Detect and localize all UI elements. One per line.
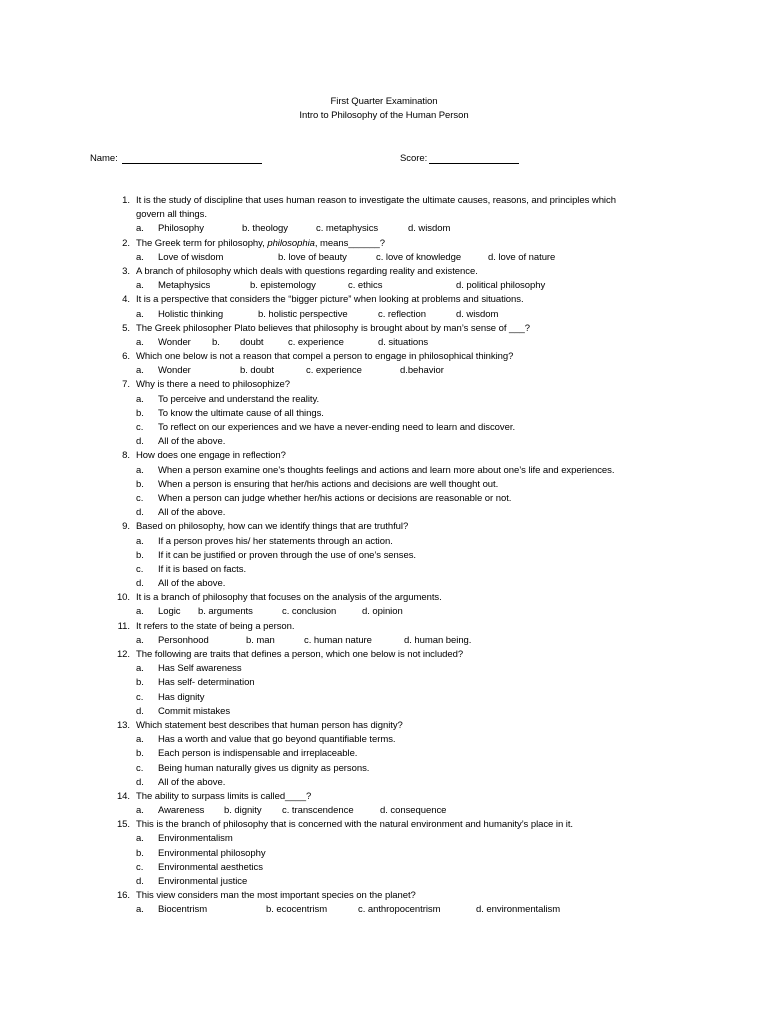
choice-letter: a.: [136, 336, 144, 348]
exam-subtitle: Intro to Philosophy of the Human Person: [299, 110, 469, 121]
question-text: The ability to surpass limits is called____?: [136, 790, 312, 802]
choice-text: If a person proves his/ her statements through an action.: [158, 535, 393, 547]
choice-letter: a.: [136, 663, 144, 675]
question-row: [0, 237, 768, 251]
choices-row: [0, 222, 768, 236]
choice-row: [0, 464, 768, 478]
choice-option: doubt: [240, 336, 264, 348]
choice-option: Wonder: [158, 365, 191, 377]
question-number: 13.: [116, 719, 130, 731]
question-row: [0, 818, 768, 832]
choice-row: [0, 407, 768, 421]
choice-letter: c.: [136, 861, 144, 873]
choice-text: If it can be justified or proven through the use of one’s senses.: [158, 549, 416, 561]
choice-letter: b.: [136, 549, 144, 561]
choice-option: d. consequence: [380, 805, 447, 817]
choice-letter: d.: [136, 776, 144, 788]
choice-option: Love of wisdom: [158, 251, 224, 263]
question-row: [0, 322, 768, 336]
choice-letter: a.: [136, 393, 144, 405]
choice-text: Environmental justice: [158, 876, 248, 887]
choice-letter: a.: [136, 805, 144, 817]
score-field-line: [429, 163, 519, 164]
question-number: 2.: [122, 237, 130, 249]
question-number: 16.: [116, 890, 130, 902]
question-row: [0, 648, 768, 662]
choice-letter: d.: [136, 578, 144, 590]
choice-option: Wonder: [158, 336, 191, 348]
question-text: Which statement best describes that human person has dignity?: [136, 719, 403, 731]
choice-option: b. dignity: [224, 805, 262, 817]
choice-option: Personhood: [158, 634, 209, 646]
choice-text: If it is based on facts.: [158, 563, 247, 575]
choice-option: b. man: [246, 634, 275, 646]
choice-text: When a person is ensuring that her/his actions and decisions are well thought out.: [158, 478, 499, 490]
question-text: Why is there a need to philosophize?: [136, 379, 290, 391]
choice-option: c. conclusion: [282, 606, 337, 618]
choice-letter: a.: [136, 308, 144, 320]
choice-letter: c.: [136, 422, 144, 433]
question-number: 3.: [122, 265, 130, 277]
choice-option: b. theology: [242, 223, 288, 235]
choice-option: b. doubt: [240, 365, 274, 377]
choice-option: Holistic thinking: [158, 308, 224, 320]
choice-text: Has dignity: [158, 691, 205, 703]
choice-text: Environmental philosophy: [158, 847, 266, 859]
choice-letter: a.: [136, 634, 144, 646]
question-text: It is a branch of philosophy that focuses on the analysis of the arguments.: [136, 592, 442, 604]
choice-row: [0, 861, 768, 875]
choice-option: c. experience: [288, 336, 344, 348]
choice-text: When a person can judge whether her/his actions or decisions are reasonable or not.: [158, 492, 512, 504]
choice-text: Has a worth and value that go beyond quantifiable terms.: [158, 734, 396, 746]
choice-row: [0, 762, 768, 776]
choice-text: Has self- determination: [158, 677, 255, 689]
question-text: How does one engage in reflection?: [136, 450, 286, 462]
question-number: 5.: [122, 322, 130, 334]
question-text: It refers to the state of being a person.: [136, 620, 295, 632]
choice-letter: b.: [136, 677, 144, 689]
choice-option: Metaphysics: [158, 280, 211, 292]
choice-option: b.: [212, 336, 220, 348]
choice-letter: c.: [136, 492, 144, 504]
choice-option: d. wisdom: [456, 308, 499, 320]
choice-letter: a.: [136, 464, 144, 476]
choice-row: [0, 875, 768, 889]
choice-text: All of the above.: [158, 436, 226, 448]
choice-letter: b.: [136, 407, 144, 419]
choice-text: Environmental aesthetics: [158, 861, 263, 873]
choice-option: c. experience: [306, 365, 362, 377]
choice-option: c. anthropocentrism: [358, 904, 441, 916]
question-text: govern all things.: [136, 209, 207, 221]
question-number: 14.: [116, 790, 130, 802]
question-text: The Greek term for philosophy, philosophia, means______?: [136, 237, 385, 249]
choice-option: b. epistemology: [250, 280, 316, 292]
question-row: [0, 265, 768, 279]
choice-option: Awareness: [158, 805, 205, 817]
question-list: [0, 194, 768, 918]
question-row: [0, 293, 768, 307]
choice-option: d. human being.: [404, 634, 472, 646]
choice-option: c. transcendence: [282, 805, 354, 817]
choice-row: [0, 691, 768, 705]
choice-letter: a.: [136, 833, 144, 845]
choice-row: [0, 492, 768, 506]
question-number: 7.: [122, 379, 130, 391]
question-number: 6.: [122, 351, 130, 363]
choice-letter: d.: [136, 507, 144, 519]
choice-row: [0, 705, 768, 719]
choice-row: [0, 435, 768, 449]
choice-text: All of the above.: [158, 776, 226, 788]
choice-letter: a.: [136, 904, 144, 916]
choice-option: c. ethics: [348, 280, 383, 292]
question-number: 10.: [116, 592, 130, 604]
choice-row: [0, 676, 768, 690]
choice-option: d. opinion: [362, 606, 403, 618]
question-text: Based on philosophy, how can we identify things that are truthful?: [136, 521, 409, 533]
choice-letter: b.: [136, 748, 144, 760]
choice-row: [0, 747, 768, 761]
choice-row: [0, 662, 768, 676]
question-row: [0, 889, 768, 903]
score-label: Score:: [400, 153, 428, 164]
choice-option: d.behavior: [400, 365, 444, 377]
choice-option: d. situations: [378, 336, 429, 348]
exam-title: First Quarter Examination: [330, 96, 438, 107]
choice-letter: a.: [136, 535, 144, 547]
choice-text: When a person examine one’s thoughts feelings and actions and learn more about one’s life and experiences.: [158, 464, 615, 476]
choice-option: Philosophy: [158, 223, 204, 235]
choice-letter: a.: [136, 365, 144, 377]
choices-row: [0, 804, 768, 818]
question-text: It is a perspective that considers the “bigger picture” when looking at problems and situations.: [136, 294, 524, 306]
choice-row: [0, 421, 768, 435]
question-number: 12.: [116, 649, 130, 660]
question-row: [0, 620, 768, 634]
choices-row: [0, 279, 768, 293]
choice-text: To reflect on our experiences and we have a never-ending need to learn and discover.: [158, 422, 516, 433]
choice-text: All of the above.: [158, 507, 226, 519]
question-row: [0, 194, 768, 208]
choice-text: Has Self awareness: [158, 663, 242, 675]
choices-row: [0, 251, 768, 265]
choice-text: To know the ultimate cause of all things.: [158, 407, 324, 419]
choice-letter: d.: [136, 705, 144, 717]
choices-row: [0, 903, 768, 917]
question-row: [0, 350, 768, 364]
question-number: 4.: [122, 294, 130, 306]
choice-row: [0, 535, 768, 549]
choice-option: c. metaphysics: [316, 223, 379, 235]
question-text: The following are traits that defines a person, which one below is not included?: [136, 649, 464, 660]
choice-row: [0, 577, 768, 591]
question-text: The Greek philosopher Plato believes that philosophy is brought about by man’s sense of ___?: [136, 322, 530, 334]
choice-option: b. love of beauty: [278, 251, 347, 263]
choice-text: All of the above.: [158, 578, 226, 590]
choice-row: [0, 478, 768, 492]
choice-option: c. human nature: [304, 634, 372, 646]
choice-option: d. political philosophy: [456, 280, 546, 292]
question-text: Which one below is not a reason that compel a person to engage in philosophical thinking?: [136, 351, 514, 363]
question-row: [0, 378, 768, 392]
choice-letter: a.: [136, 251, 144, 263]
choice-row: [0, 733, 768, 747]
question-number: 9.: [122, 521, 130, 533]
choice-option: d. environmentalism: [476, 904, 561, 916]
question-text: A branch of philosophy which deals with questions regarding reality and existence.: [136, 265, 478, 277]
choice-letter: d.: [136, 876, 144, 887]
name-label: Name:: [90, 153, 118, 164]
choice-letter: b.: [136, 478, 144, 490]
question-row: [0, 449, 768, 463]
choice-row: [0, 506, 768, 520]
choice-row: [0, 549, 768, 563]
choice-letter: c.: [136, 691, 144, 703]
choice-letter: a.: [136, 606, 144, 618]
choice-letter: a.: [136, 223, 144, 235]
choice-option: b. holistic perspective: [258, 308, 348, 320]
choices-row: [0, 336, 768, 350]
choice-letter: c.: [136, 762, 144, 774]
choice-row: [0, 563, 768, 577]
question-number: 15.: [116, 819, 130, 831]
question-row: [0, 520, 768, 534]
choice-row: [0, 393, 768, 407]
question-row: [0, 719, 768, 733]
choice-text: Environmentalism: [158, 833, 233, 845]
choice-letter: b.: [136, 847, 144, 859]
choice-text: Commit mistakes: [158, 705, 231, 717]
choice-letter: c.: [136, 563, 144, 575]
question-number: 8.: [122, 450, 130, 462]
question-text: It is the study of discipline that uses human reason to investigate the ultimate causes, reasons, and principles which: [136, 195, 616, 206]
choice-letter: a.: [136, 734, 144, 746]
choice-option: b. arguments: [198, 606, 253, 618]
choice-option: d. love of nature: [488, 251, 556, 263]
question-number: 11.: [117, 620, 130, 632]
choices-row: [0, 308, 768, 322]
choices-row: [0, 364, 768, 378]
choice-option: d. wisdom: [408, 223, 451, 235]
question-row: [0, 591, 768, 605]
choices-row: [0, 605, 768, 619]
choices-row: [0, 634, 768, 648]
choice-row: [0, 776, 768, 790]
choice-row: [0, 832, 768, 846]
choice-option: c. love of knowledge: [376, 251, 462, 263]
question-text: This is the branch of philosophy that is concerned with the natural environment and humanity’s place in it.: [136, 819, 574, 831]
choice-text: To perceive and understand the reality.: [158, 393, 320, 405]
choice-option: c. reflection: [378, 308, 426, 320]
choice-text: Being human naturally gives us dignity as persons.: [158, 762, 370, 774]
choice-letter: a.: [136, 280, 144, 292]
question-row: [0, 790, 768, 804]
question-text: This view considers man the most important species on the planet?: [136, 890, 416, 902]
question-number: 1.: [122, 195, 130, 206]
choice-text: Each person is indispensable and irreplaceable.: [158, 748, 358, 760]
name-field-line: [122, 163, 262, 164]
choice-option: b. ecocentrism: [266, 904, 328, 916]
choice-row: [0, 847, 768, 861]
question-row: [0, 208, 768, 222]
choice-option: Biocentrism: [158, 904, 208, 916]
choice-option: Logic: [158, 606, 181, 618]
choice-letter: d.: [136, 436, 144, 448]
